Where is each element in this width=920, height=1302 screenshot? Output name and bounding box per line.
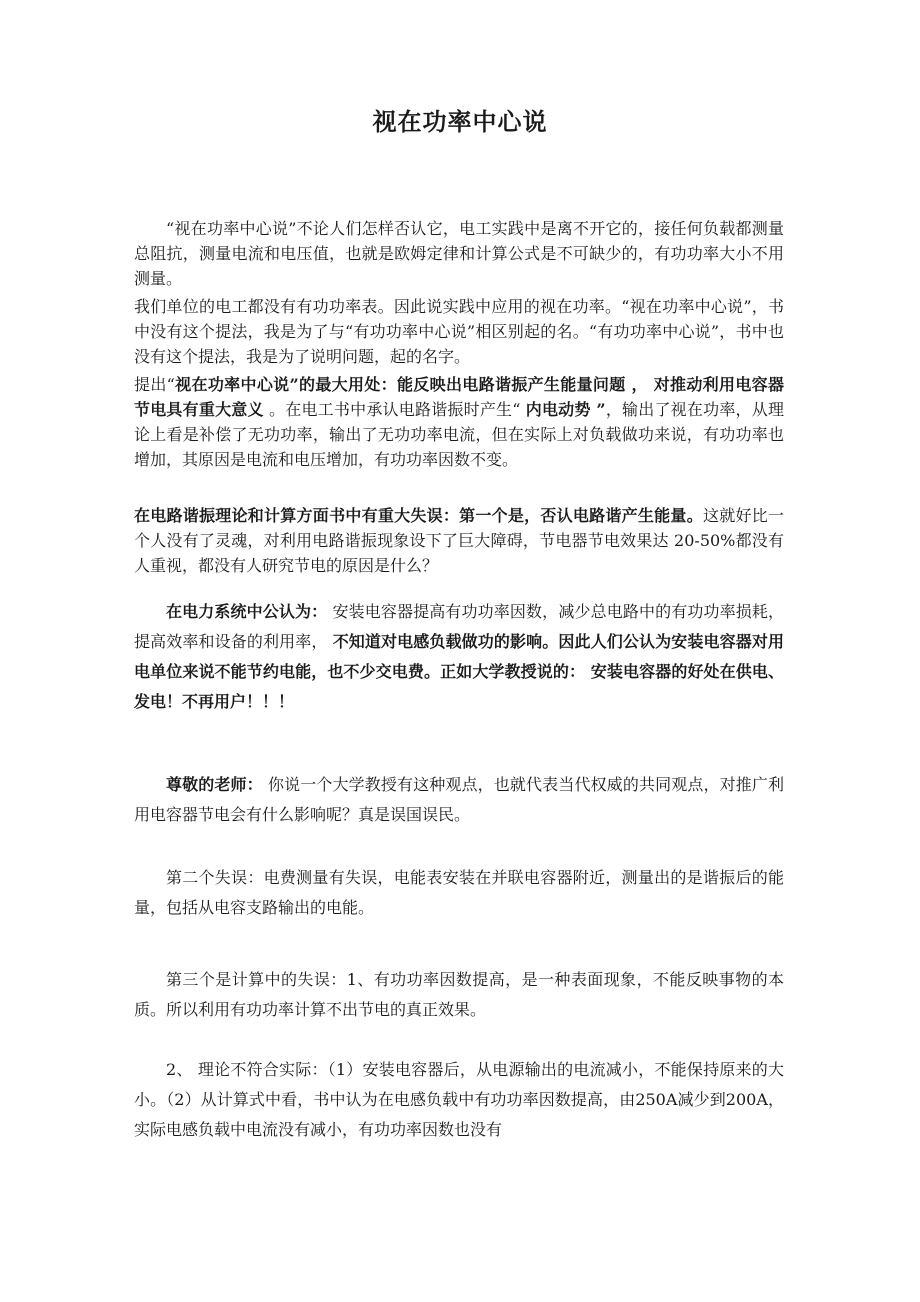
paragraph-5-bold-2: 不知道对电感负载做功的影响。因此人们公认为安装电容器对用电单位来说不能节约电能，也不少交电费。正如大学教授说的： 安装电容器的好处在供电、发电！不再用户！！！ (134, 632, 784, 711)
paragraph-3-lead: 提出“ (134, 375, 175, 394)
paragraph-3 (134, 372, 784, 472)
paragraph-5 (134, 597, 784, 717)
document-title: 视在功率中心说 (372, 107, 548, 136)
paragraph-6-text: 你说一个大学教授有这种观点，也就代表当代权威的共同观点，对推广利用电容器节电会有什么影响呢？真是误国误民。 (134, 775, 784, 824)
paragraph-4-text: 这就好比一个人没有了灵魂，对利用电路谐振现象设下了巨大障碍，节电器节电效果达 20-50%都没有人重视，都没有人研究节电的原因是什么？ (134, 506, 784, 575)
paragraph-6-bold: 尊敬的老师： (166, 775, 263, 794)
paragraph-3-bold-1: 视在功率中心说”的最大用处：能反映出电路谐振产生能量问题 ， 对推动利用电容器节电具有重大意义 (134, 375, 784, 419)
paragraph-3-text-2: ，输出了视在功率，从理论上看是补偿了无功功率，输出了无功功率电流，但在实际上对负载做功来说，有功功率也增加，其原因是电流和电压增加，有功功率因数不变。 (134, 400, 784, 469)
paragraph-1: “视在功率中心说”不论人们怎样否认它，电工实践中是离不开它的，接任何负载都测量总阻抗，测量电流和电压值，也就是欧姆定律和计算公式是不可缺少的，有功功率大小不用测量。 (134, 219, 784, 288)
paragraph-8: 第三个是计算中的失误：1、有功功率因数提高，是一种表面现象，不能反映事物的本质。所以利用有功功率计算不出节电的真正效果。 (134, 970, 784, 1019)
paragraph-4 (134, 503, 784, 578)
paragraph-9: 2、 理论不符合实际：（1）安装电容器后，从电源输出的电流减小，不能保持原来的大小。（2）从计算式中看，书中认为在电感负载中有功功率因数提高，由250A减少到200A，实际电感负载中电流没有减小，有功功率因数也没有 (134, 1060, 784, 1139)
paragraph-3-bold-2: 内电动势 ” (525, 400, 606, 419)
paragraph-4-bold: 在电路谐振理论和计算方面书中有重大失误：第一个是，否认电路谐产生能量。 (134, 506, 703, 525)
paragraph-2: 我们单位的电工都没有有功功率表。因此说实践中应用的视在功率。“视在功率中心说”，书中没有这个提法，我是为了与“有功功率中心说”相区别起的名。“有功功率中心说”，书中也没有这个提法，我是为了说明问题，起的名字。 (134, 297, 784, 366)
paragraph-7: 第二个失误：电费测量有失误，电能表安装在并联电容器附近，测量出的是谐振后的能量，包括从电容支路输出的电能。 (134, 868, 784, 917)
paragraph-5-bold-1: 在电力系统中公认为： (166, 602, 328, 621)
paragraph-3-text-1: 。在电工书中承认电路谐振时产生“ (263, 400, 526, 419)
paragraph-6 (134, 770, 784, 830)
paragraph-5-text: 安装电容器提高有功功率因数，减少总电路中的有功功率损耗，提高效率和设备的利用率， (134, 602, 784, 651)
